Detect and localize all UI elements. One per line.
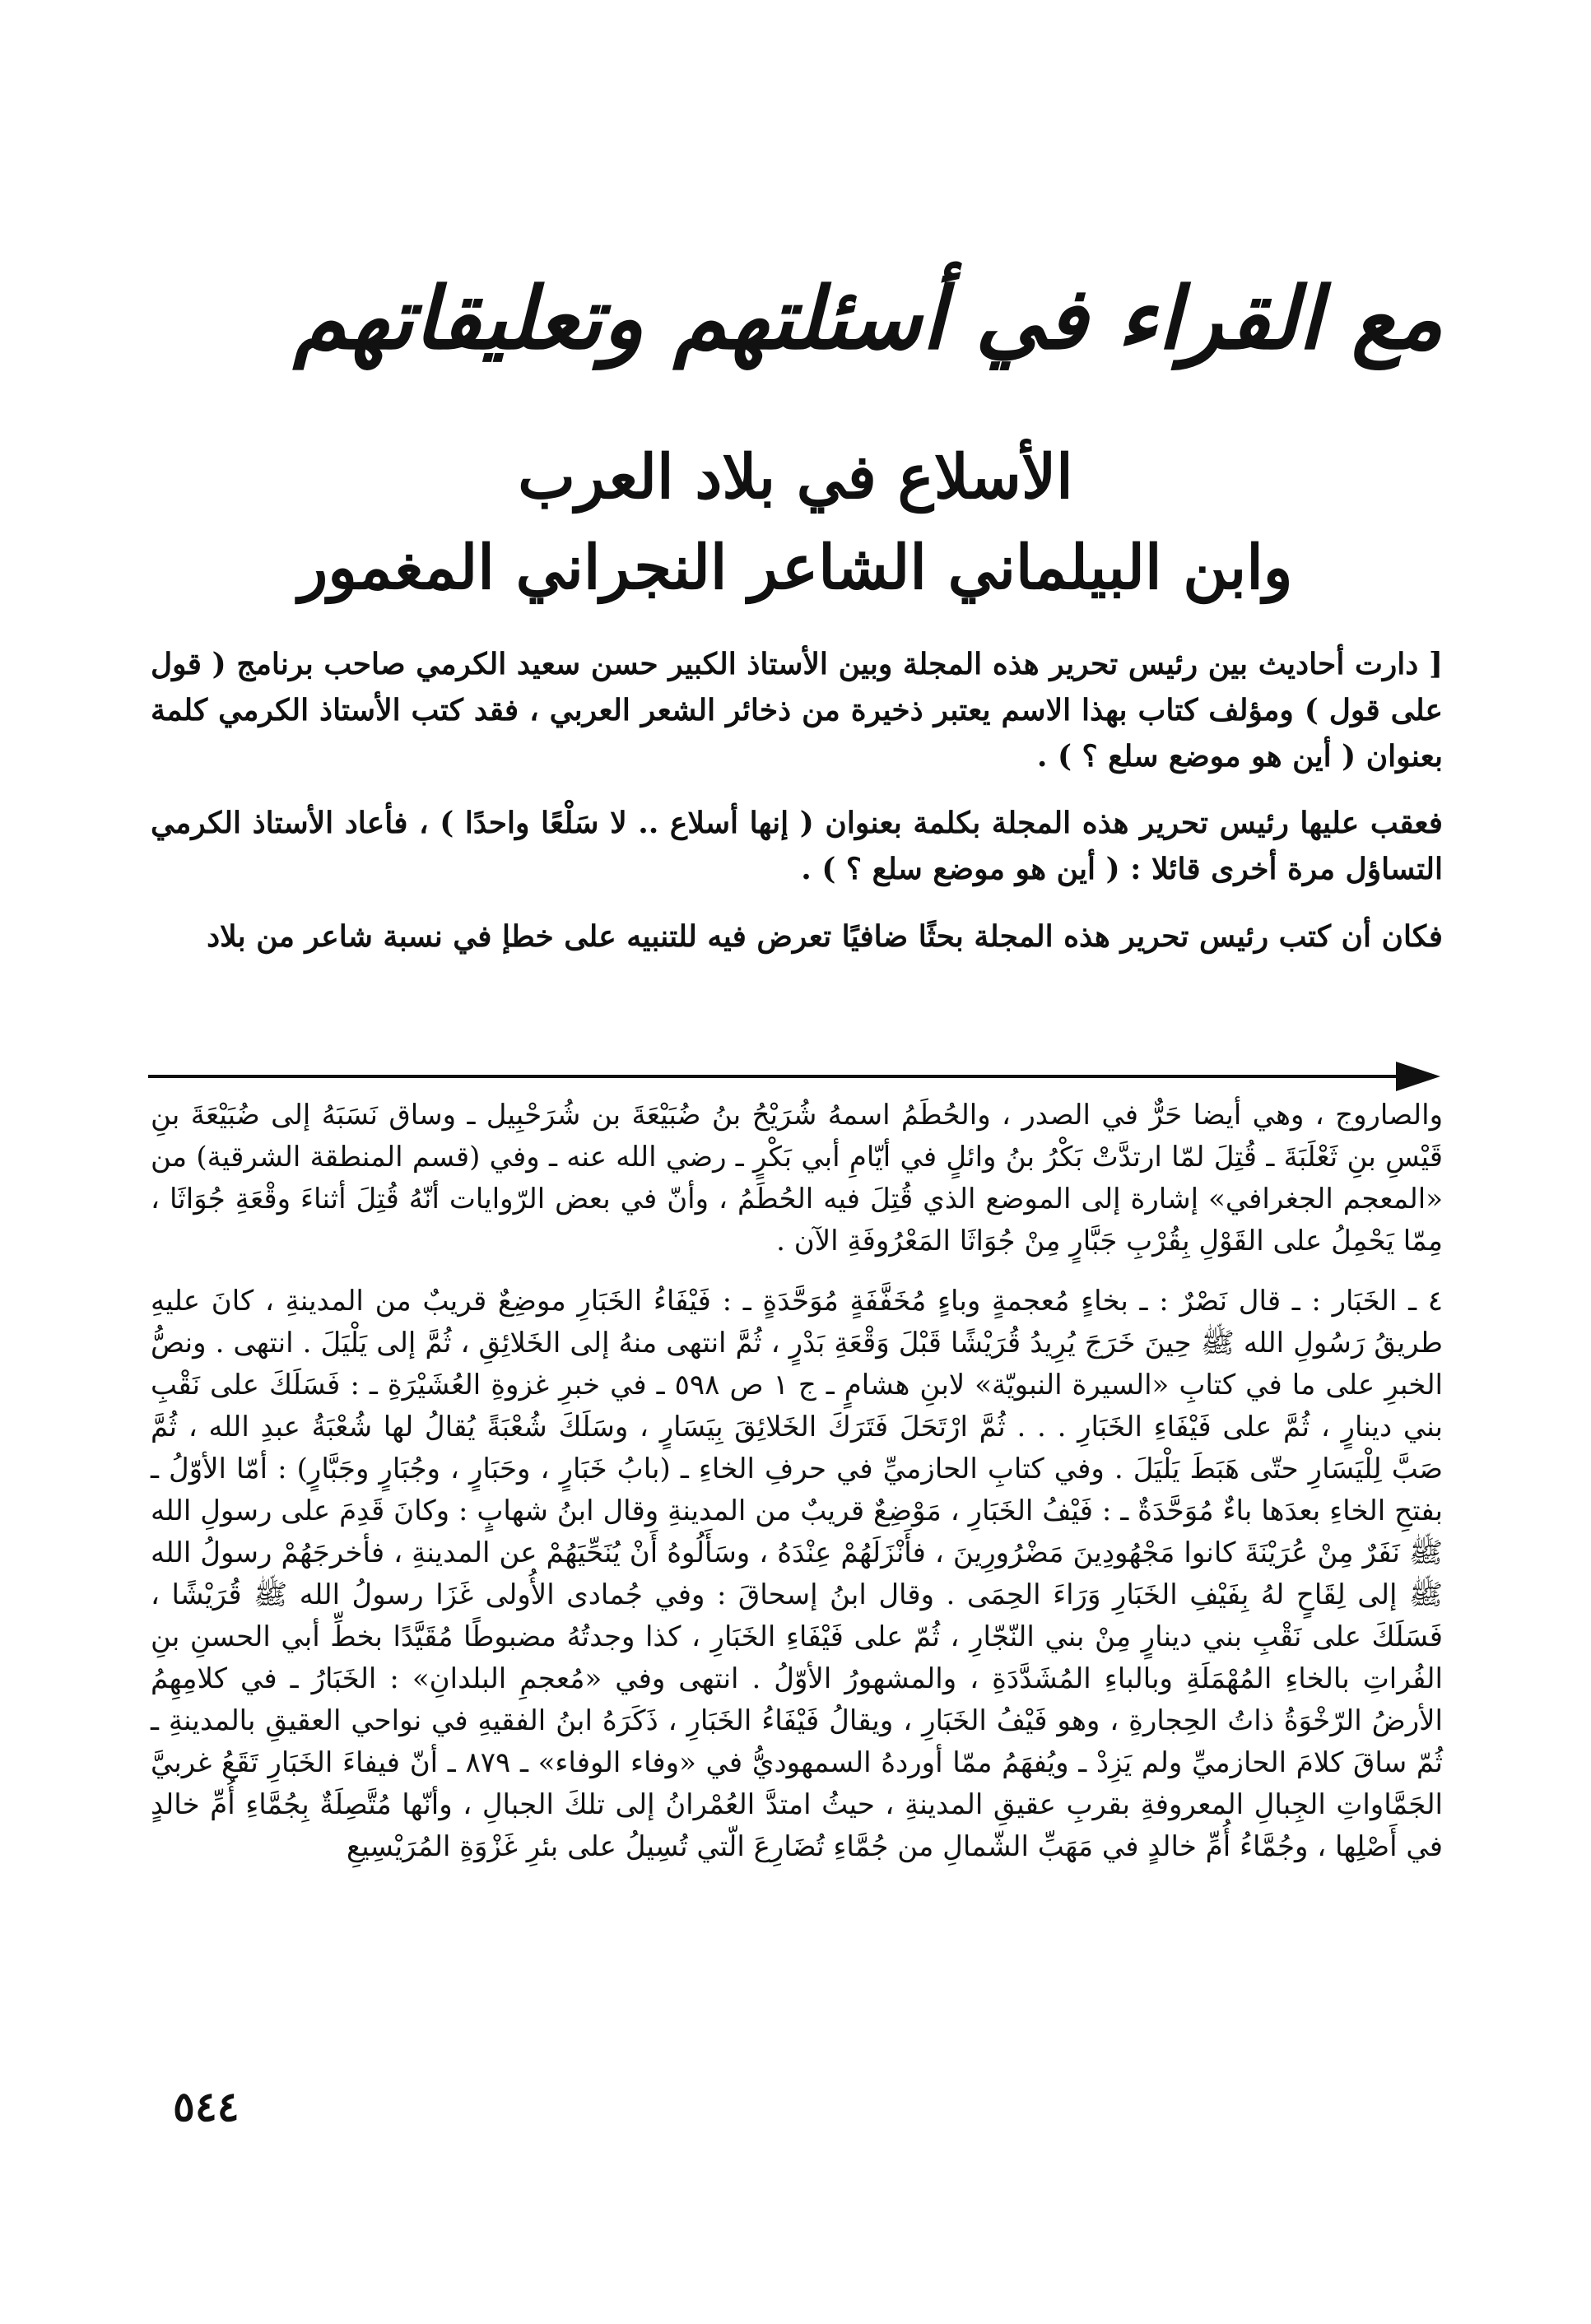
intro-paragraph: فعقب عليها رئيس تحرير هذه المجلة بكلمة بعنوان ( إنها أسلاع .. لا سَلْعًا واحدًا ) ، فأعاد الأستاذ الكرمي التساؤل مرة أخرى قائلا : ( أين هو موضع سلع ؟ ) . xyxy=(151,806,1443,887)
footnotes-block xyxy=(151,1095,1443,1886)
intro-block xyxy=(151,642,1443,982)
intro-paragraph: [ دارت أحاديث بين رئيس تحرير هذه المجلة وبين الأستاذ الكبير حسن سعيد الكرمي صاحب برنامج ( قول على قول ) ومؤلف كتاب بهذا الاسم يعتبر ذخيرة من ذخائر الشعر العربي ، فقد كتب الأستاذ الكرمي كلمة بعنوان ( أين هو موضع سلع ؟ ) . xyxy=(151,647,1443,774)
section-divider-arrow xyxy=(148,1060,1440,1093)
intro-paragraph: فكان أن كتب رئيس تحرير هذه المجلة بحثًا ضافيًا تعرض فيه للتنبيه على خطإ في نسبة شاعر من بلاد xyxy=(207,918,1443,954)
footnote-paragraph: والصاروج ، وهي أيضا حَرٌّ في الصدر ، والحُطَمُ اسمهُ شُرَيْحُ بنُ ضُبَيْعَةَ بن شُرَحْبِيل ـ وساق نَسَبَهُ إلى ضُبَيْعَةَ بنِ قَيْسِ بنِ ثَعْلَبَةَ ـ قُتِلَ لمّا ارتدَّتْ بَكْرُ بنُ وائلٍ في أيّامِ أبي بَكْرٍ ـ رضي الله عنه ـ وفي (قسم المنطقة الشرقية) من «المعجم الجغرافي» إشارة إلى الموضع الذي قُتِلَ فيه الحُطَمُ ، وأنّ في بعض الرّوايات أنّهُ قُتِلَ أثناءَ وقْعَةِ جُوَاثَا ، مِمّا يَحْمِلُ على القَوْلِ بِقُرْبِ جَبَّارٍ مِنْ جُوَاثَا المَعْرُوفَةِ الآن . xyxy=(151,1099,1443,1257)
arrow-right-icon xyxy=(1396,1062,1440,1091)
page-number: ٥٤٤ xyxy=(173,2082,240,2131)
article-title-line-2: وابن البيلماني الشاعر النجراني المغمور xyxy=(298,532,1293,603)
section-title: مع القراء في أسئلتهم وتعليقاتهم xyxy=(293,267,1443,369)
article-title-line-1: الأسلاع في بلاد العرب xyxy=(518,442,1073,513)
footnote-paragraph: ٤ ـ الخَبَار : ـ قال نَصْرٌ : ـ بخاءٍ مُعجمةٍ وباءٍ مُخَفَّفَةٍ مُوَحَّدَةٍ ـ : فَيْفَاءُ الخَبَارِ موضِعٌ قريبٌ من المدينةِ ، كانَ عليهِ طريقُ رَسُولِ الله ﷺ حِينَ خَرَجَ يُرِيدُ قُرَيْشًا قَبْلَ وَقْعَةِ بَدْرٍ ، ثُمَّ انتهى منهُ إلى الخَلائِقِ ، ثُمَّ إلى يَلْيَلَ . انتهى . ونصُّ الخبرِ على ما في كتابِ «السيرة النبويّة» لابنِ هشامٍ ـ ج ١ ص ٥٩٨ ـ في خبرِ غزوةِ العُشَيْرَةِ ـ : فَسَلَكَ على نَقْبِ بني دينارٍ ، ثُمَّ على فَيْفَاءِ الخَبَارِ . . . ثُمَّ ارْتَحَلَ فَتَرَكَ الخَلائِقَ بِيَسَارٍ ، وسَلَكَ شُعْبَةً يُقالُ لها شُعْبَةُ عبدِ الله ، ثُمَّ صَبَّ لِلْيَسَارِ حتّى هَبَطَ يَلْيَلَ . وفي كتابِ الحازميِّ في حرفِ الخاءِ ـ (بابُ خَبَارٍ ، وحَبَارٍ ، وجُبَارٍ وجَبَّارٍ) : أمّا الأوّلُ ـ بفتحِ الخاءِ بعدَها باءٌ مُوَحَّدَةٌ ـ : فَيْفُ الخَبَارِ ، مَوْضِعٌ قريبٌ من المدينةِ وقال ابنُ شهابٍ : وكانَ قَدِمَ على رسولِ الله ﷺ نَفَرٌ مِنْ عُرَيْنَةَ كانوا مَجْهُودِينَ مَضْرُورِينَ ، فأَنْزَلَهُمْ عِنْدَهُ ، وسَأَلُوهُ أَنْ يُنَحِّيَهُمْ عن المدينةِ ، فأخرجَهُمْ رسولُ الله ﷺ إلى لِقَاحٍ لهُ بِفَيْفِ الخَبَارِ وَرَاءَ الحِمَى . وقال ابنُ إسحاقَ : وفي جُمادى الأُولى غَزَا رسولُ الله ﷺ قُرَيْشًا ، فَسَلَكَ على نَقْبِ بني دينارٍ مِنْ بني النّجّارِ ، ثُمّ على فَيْفَاءِ الخَبَارِ ، كذا وجدتُهُ مضبوطًا مُقَيَّدًا بخطِّ أبي الحسنِ بنِ الفُراتِ بالخاءِ المُهْمَلَةِ وبالباءِ المُشَدَّدَةِ ، والمشهورُ الأوّلُ . انتهى وفي «مُعجمِ البلدانِ» : الخَبَارُ ـ في كلامِهِمُ الأرضُ الرّخْوَةُ ذاتُ الحِجارةِ ، وهو فَيْفُ الخَبَارِ ، ويقالُ فَيْفَاءُ الخَبَارِ ، ذَكَرَهُ ابنُ الفقيهِ في نواحي العقيقِ بالمدينةِ ـ ثُمّ ساقَ كلامَ الحازميِّ ولم يَزِدْ ـ ويُفهَمُ ممّا أوردهُ السمهوديُّ في «وفاء الوفاء» ـ ٨٧٩ ـ أنّ فيفاءَ الخَبَارِ تَقَعُ غربيَّ الجَمَّاواتِ الجِبالِ المعروفةِ بقربِ عقيقِ المدينةِ ، حيثُ امتدَّ العُمْرانُ إلى تلكَ الجبالِ ، وأنّها مُتَّصِلَةٌ بِجُمَّاءِ أُمِّ خالدٍ في أَصْلِها ، وجُمَّاءُ أُمِّ خالدٍ في مَهَبِّ الشّمالِ من جُمَّاءِ تُضَارِعَ الّتي تُسِيلُ على بئرِ غَزْوَةِ المُرَيْسِيعِ xyxy=(151,1285,1443,1863)
divider-line xyxy=(148,1075,1399,1078)
